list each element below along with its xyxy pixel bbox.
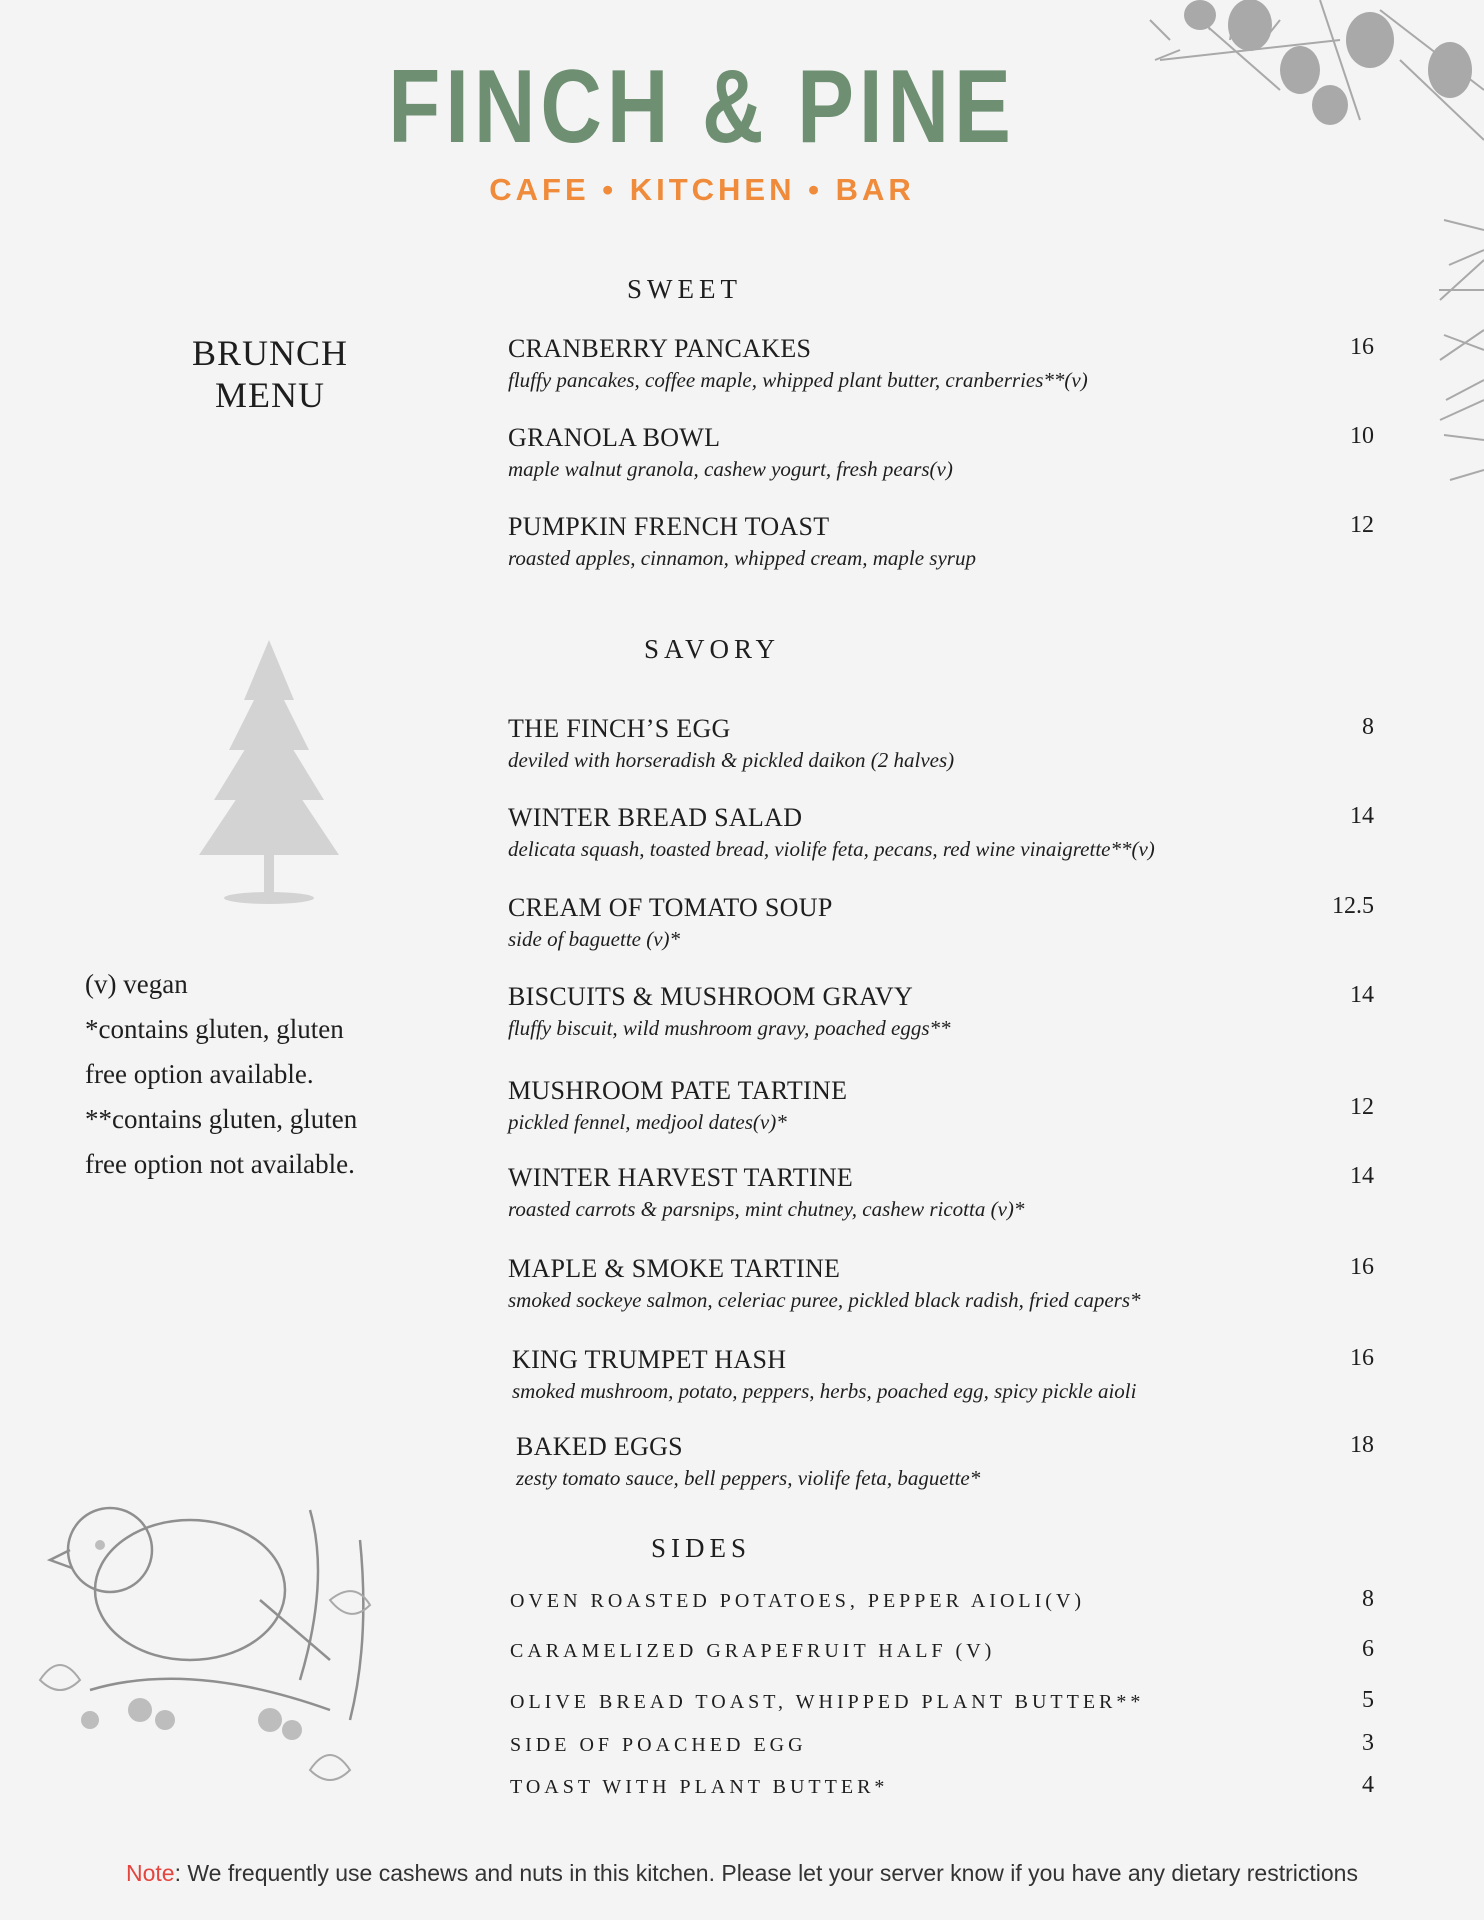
section-title-savory: SAVORY: [644, 634, 781, 664]
item-name: WINTER BREAD SALAD: [508, 803, 803, 832]
item-description: delicata squash, toasted bread, violife feta, pecans, red wine vinaigrette**(v): [508, 837, 1155, 861]
menu-item: [508, 803, 1374, 862]
menu-label: [150, 332, 390, 416]
menu-item: [508, 982, 1374, 1041]
item-description: fluffy pancakes, coffee maple, whipped plant butter, cranberries**(v): [508, 368, 1088, 392]
side-name: OLIVE BREAD TOAST, WHIPPED PLANT BUTTER**: [510, 1691, 1145, 1713]
allergen-note: [0, 1860, 1484, 1887]
legend-line: free option not available.: [85, 1149, 355, 1179]
menu-item: [508, 714, 1374, 773]
side-name: CARAMELIZED GRAPEFRUIT HALF (V): [510, 1640, 996, 1662]
item-name: GRANOLA BOWL: [508, 423, 721, 452]
item-description: zesty tomato sauce, bell peppers, violife feta, baguette*: [516, 1466, 981, 1490]
item-price: 8: [1362, 714, 1374, 740]
menu-item: [508, 1076, 1374, 1135]
note-text: : We frequently use cashews and nuts in this kitchen. Please let your server know if you have any dietary restrictions: [174, 1860, 1358, 1886]
item-price: 16: [1350, 1254, 1374, 1280]
restaurant-logo-title: FINCH & PINE: [388, 49, 1016, 165]
restaurant-tagline: CAFE • KITCHEN • BAR: [489, 172, 915, 207]
item-price: 14: [1350, 1163, 1374, 1189]
side-item: [510, 1687, 1374, 1714]
item-price: 14: [1350, 803, 1374, 829]
menu-item: [508, 512, 1374, 571]
item-description: maple walnut granola, cashew yogurt, fresh pears(v): [508, 457, 953, 481]
item-price: 14: [1350, 982, 1374, 1008]
menu-item: [516, 1432, 1374, 1491]
item-price: 12.5: [1332, 893, 1374, 919]
item-price: 18: [1350, 1432, 1374, 1458]
side-price: 8: [1362, 1586, 1374, 1612]
item-description: roasted apples, cinnamon, whipped cream, maple syrup: [508, 546, 976, 570]
side-price: 3: [1362, 1730, 1374, 1756]
menu-item: [512, 1345, 1374, 1404]
item-name: KING TRUMPET HASH: [512, 1345, 787, 1374]
item-name: THE FINCH’S EGG: [508, 714, 731, 743]
menu-label-line-2: MENU: [215, 375, 325, 415]
item-price: 16: [1350, 334, 1374, 360]
side-item: [510, 1772, 1374, 1799]
item-description: roasted carrots & parsnips, mint chutney, cashew ricotta (v)*: [508, 1197, 1025, 1221]
item-description: side of baguette (v)*: [508, 927, 681, 951]
legend-line: (v) vegan: [85, 969, 188, 999]
pine-tree-illustration: [184, 640, 354, 910]
dietary-legend: [85, 962, 415, 1187]
item-price: 16: [1350, 1345, 1374, 1371]
side-price: 4: [1362, 1772, 1374, 1798]
item-description: smoked mushroom, potato, peppers, herbs, poached egg, spicy pickle aioli: [512, 1379, 1137, 1403]
menu-item: [508, 1163, 1374, 1222]
item-name: BAKED EGGS: [516, 1432, 683, 1461]
side-item: [510, 1730, 1374, 1757]
item-name: CRANBERRY PANCAKES: [508, 334, 812, 363]
item-name: WINTER HARVEST TARTINE: [508, 1163, 854, 1192]
menu-label-line-1: BRUNCH: [191, 333, 349, 373]
legend-line: free option available.: [85, 1059, 314, 1089]
side-item: [510, 1586, 1374, 1613]
item-name: BISCUITS & MUSHROOM GRAVY: [508, 982, 914, 1011]
menu-item: [508, 893, 1374, 952]
note-label: Note: [126, 1860, 175, 1886]
item-description: deviled with horseradish & pickled daikon (2 halves): [508, 748, 955, 772]
menu-item: [508, 423, 1374, 482]
item-name: PUMPKIN FRENCH TOAST: [508, 512, 830, 541]
side-name: TOAST WITH PLANT BUTTER*: [510, 1776, 889, 1798]
legend-line: *contains gluten, gluten: [85, 1014, 344, 1044]
section-title-sides: SIDES: [651, 1533, 752, 1563]
side-item: [510, 1636, 1374, 1663]
menu-item: [508, 334, 1374, 393]
item-description: smoked sockeye salmon, celeriac puree, pickled black radish, fried capers*: [508, 1288, 1141, 1312]
item-name: MUSHROOM PATE TARTINE: [508, 1076, 848, 1105]
side-name: SIDE OF POACHED EGG: [510, 1734, 807, 1756]
item-price: 12: [1350, 1094, 1374, 1120]
legend-line: **contains gluten, gluten: [85, 1104, 358, 1134]
item-name: CREAM OF TOMATO SOUP: [508, 893, 833, 922]
side-price: 6: [1362, 1636, 1374, 1662]
item-price: 10: [1350, 423, 1374, 449]
item-description: pickled fennel, medjool dates(v)*: [508, 1110, 787, 1134]
menu-item: [508, 1254, 1374, 1313]
item-name: MAPLE & SMOKE TARTINE: [508, 1254, 841, 1283]
side-price: 5: [1362, 1687, 1374, 1713]
item-price: 12: [1350, 512, 1374, 538]
finch-bird-illustration: [30, 1480, 400, 1790]
side-name: OVEN ROASTED POTATOES, PEPPER AIOLI(V): [510, 1590, 1086, 1612]
item-description: fluffy biscuit, wild mushroom gravy, poached eggs**: [508, 1016, 951, 1040]
section-title-sweet: SWEET: [627, 274, 742, 304]
